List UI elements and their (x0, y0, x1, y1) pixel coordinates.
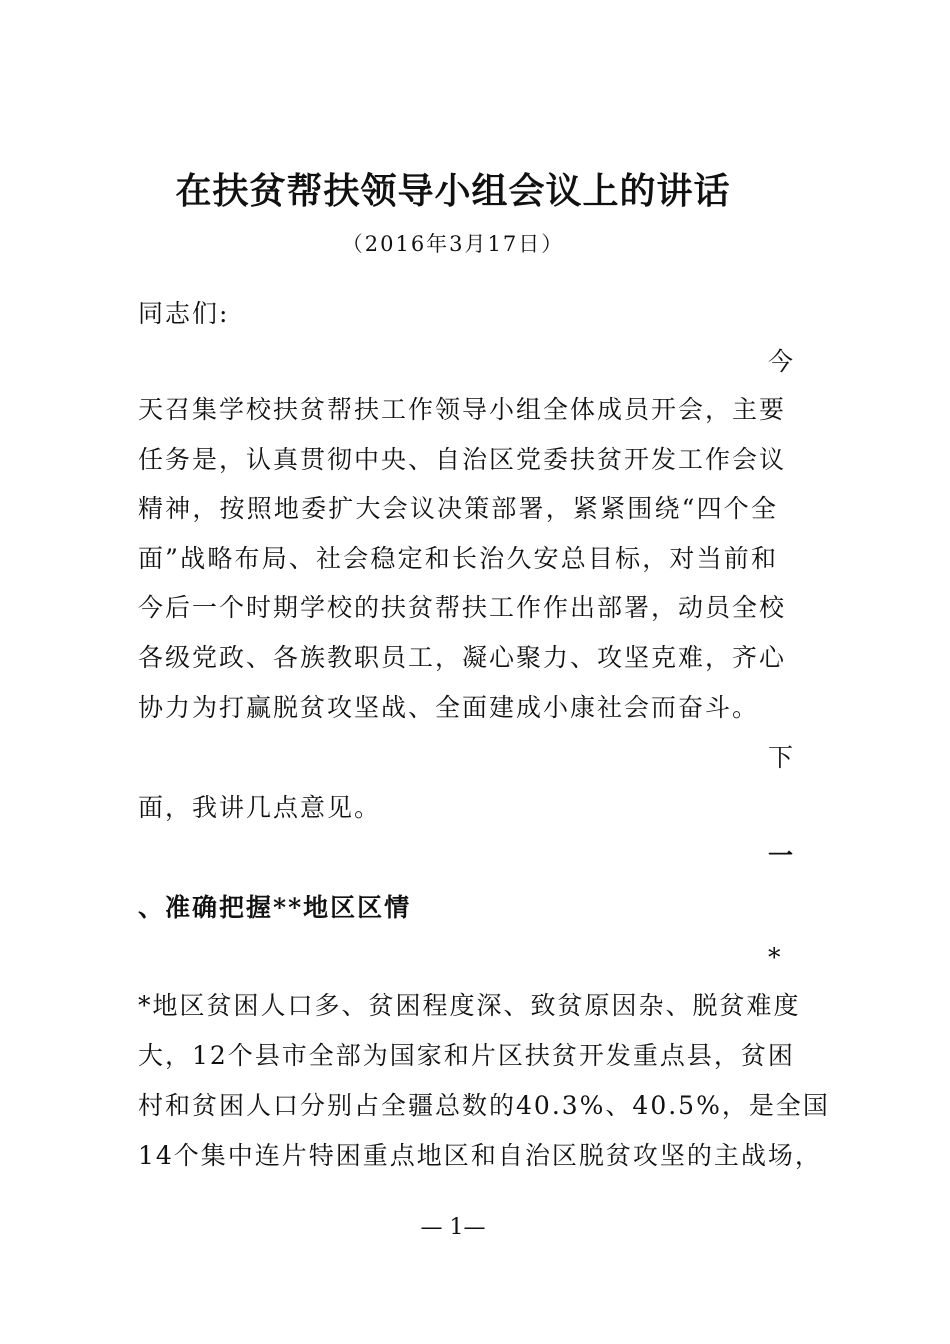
para1-line: 精神，按照地委扩大会议决策部署，紧紧围绕“四个全 (138, 494, 778, 523)
page-number: — 1— (420, 1215, 486, 1240)
para3-lead-char: * (768, 943, 781, 972)
para1-line: 各级党政、各族教职员工，凝心聚力、攻坚克难，齐心 (138, 643, 787, 672)
para1-line: 今后一个时期学校的扶贫帮扶工作作出部署，动员全校 (138, 593, 787, 622)
para2-lead-char: 下 (768, 743, 794, 772)
para1-lead-char: 今 (768, 347, 794, 376)
para3-line: *地区贫困人口多、贫困程度深、致贫原因杂、脱贫难度 (138, 991, 801, 1020)
para3-line: 14个集中连片特困重点地区和自治区脱贫攻坚的主战场， (138, 1141, 822, 1170)
para1-line: 天召集学校扶贫帮扶工作领导小组全体成员开会，主要 (138, 395, 787, 424)
para1-line: 任务是，认真贯彻中央、自治区党委扶贫开发工作会议 (138, 445, 787, 474)
salutation: 同志们: (138, 299, 230, 328)
document-date: （2016年3月17日） (341, 232, 565, 256)
section1-heading: 、准确把握**地区区情 (138, 893, 412, 922)
para3-line: 大，12个县市全部为国家和片区扶贫开发重点县，贫困 (138, 1041, 795, 1070)
section1-lead-char: 一 (768, 841, 794, 870)
para3-line: 村和贫困人口分别占全疆总数的40.3%、40.5%，是全国 (138, 1091, 830, 1120)
para1-line: 面”战略布局、社会稳定和长治久安总目标，对当前和 (138, 544, 778, 573)
document-title: 在扶贫帮扶领导小组会议上的讲话 (175, 170, 731, 212)
para2-line: 面，我讲几点意见。 (138, 793, 382, 822)
para1-line: 协力为打赢脱贫攻坚战、全面建成小康社会而奋斗。 (138, 693, 760, 722)
